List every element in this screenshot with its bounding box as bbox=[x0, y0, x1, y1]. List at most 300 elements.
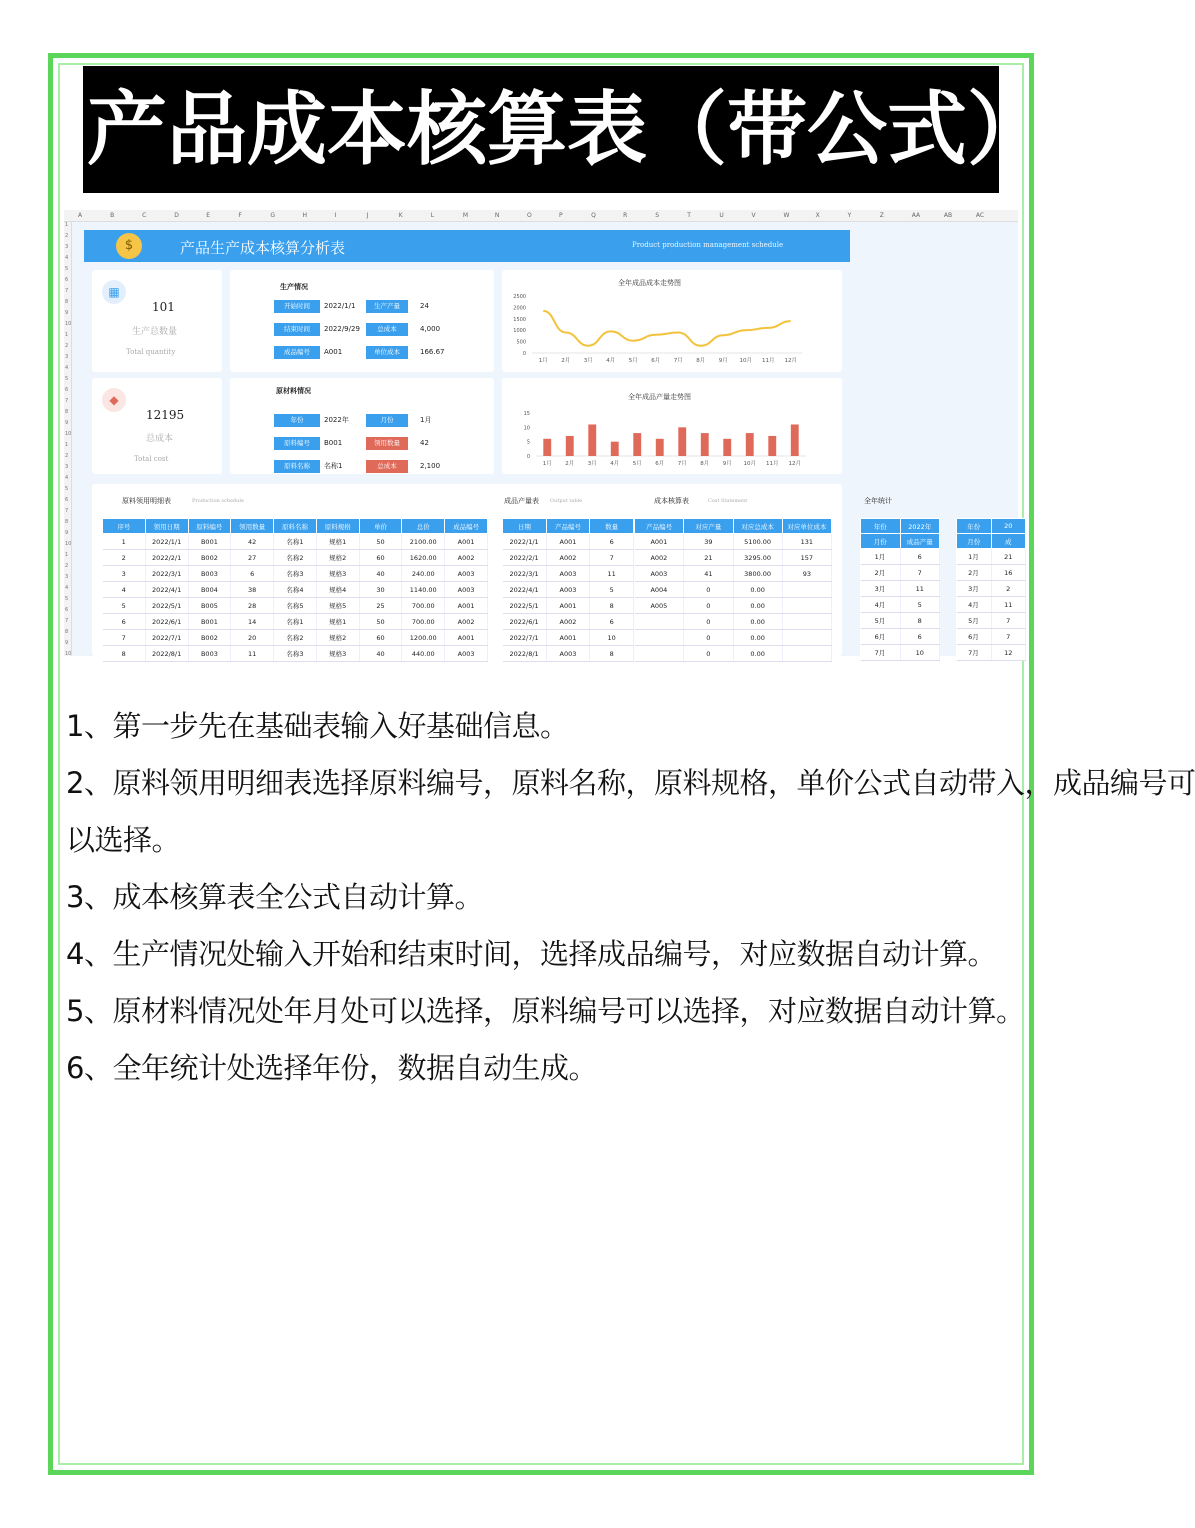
table-cell[interactable]: 7 bbox=[103, 630, 146, 646]
table3-title: 成本核算表 bbox=[654, 497, 689, 505]
column-letter: O bbox=[526, 212, 532, 219]
table-cell[interactable]: 规格3 bbox=[316, 566, 359, 582]
table-cell[interactable]: 2022/6/1 bbox=[145, 614, 188, 630]
bar bbox=[543, 439, 551, 456]
table-cell[interactable]: 4 bbox=[103, 582, 146, 598]
column-letter: P bbox=[559, 212, 563, 219]
table-cell[interactable]: A003 bbox=[546, 582, 590, 598]
x-tick-label: 4月 bbox=[610, 461, 620, 467]
row-number: 10 bbox=[65, 431, 72, 437]
table-cell[interactable]: 6 bbox=[900, 629, 940, 645]
x-tick-label: 11月 bbox=[766, 461, 779, 467]
table-cell[interactable]: 5月 bbox=[957, 613, 992, 629]
material-title: 原材料情况 bbox=[276, 387, 311, 395]
column-header: 序号 bbox=[103, 519, 146, 534]
table-cell[interactable]: 2 bbox=[991, 581, 1026, 597]
row-number: 10 bbox=[65, 541, 72, 547]
column-letter: Q bbox=[591, 212, 596, 219]
table-cell[interactable]: A001 bbox=[445, 630, 488, 646]
column-header: 月份 bbox=[957, 534, 992, 549]
table-cell[interactable]: 131 bbox=[782, 534, 831, 550]
table-cell[interactable] bbox=[782, 646, 831, 662]
table-cell[interactable]: 6月 bbox=[957, 629, 992, 645]
table3-title-en: Cost Statement bbox=[708, 498, 748, 504]
column-letter: D bbox=[174, 212, 179, 219]
table-cell[interactable]: 2022/8/1 bbox=[503, 646, 547, 662]
table-cell[interactable] bbox=[782, 582, 831, 598]
table-cell[interactable]: A003 bbox=[445, 582, 488, 598]
column-header: 领用日期 bbox=[145, 519, 188, 534]
table-cell[interactable]: 7 bbox=[900, 565, 940, 581]
info-label: 年份 bbox=[274, 414, 320, 427]
table-cell[interactable]: 3800.00 bbox=[733, 566, 782, 582]
cubes-icon: ◆ bbox=[102, 388, 126, 412]
table-cell[interactable]: 93 bbox=[782, 566, 831, 582]
column-letter: Y bbox=[847, 212, 852, 219]
table-cell[interactable]: 1月 bbox=[861, 549, 901, 565]
table-cell[interactable]: 名称4 bbox=[274, 582, 317, 598]
table-cell[interactable]: 4月 bbox=[957, 597, 992, 613]
column-header: 数量 bbox=[590, 519, 634, 534]
x-tick-label: 10月 bbox=[743, 461, 756, 467]
output-trend-chart bbox=[502, 378, 842, 474]
table-cell[interactable]: 0.00 bbox=[733, 582, 782, 598]
page-title: 产品成本核算表（带公式） bbox=[83, 66, 999, 193]
table-cell[interactable]: 规格3 bbox=[316, 646, 359, 662]
table-cell[interactable]: A002 bbox=[445, 614, 488, 630]
row-number: 5 bbox=[65, 596, 69, 602]
kpi-card-quantity bbox=[92, 270, 222, 372]
table-cell[interactable]: 2022/2/1 bbox=[145, 550, 188, 566]
table-cell[interactable] bbox=[635, 646, 684, 662]
table-cell[interactable]: 3 bbox=[103, 566, 146, 582]
table-cell[interactable]: 1200.00 bbox=[402, 630, 445, 646]
info-label: 总成本 bbox=[366, 460, 408, 473]
table-cell[interactable]: 0 bbox=[684, 614, 733, 630]
table-row bbox=[635, 614, 832, 630]
table-cell[interactable]: 规格2 bbox=[316, 630, 359, 646]
table-row bbox=[635, 566, 832, 582]
table-cell[interactable]: 名称1 bbox=[274, 614, 317, 630]
table-cell[interactable]: 2022/3/1 bbox=[145, 566, 188, 582]
table-cell[interactable]: 25 bbox=[359, 598, 402, 614]
table-cell[interactable]: 21 bbox=[684, 550, 733, 566]
table-cell[interactable]: 2022/2/1 bbox=[503, 550, 547, 566]
table-cell[interactable]: 2022/1/1 bbox=[145, 534, 188, 550]
sheet-subtitle: Product production management schedule bbox=[632, 241, 784, 249]
table-cell[interactable]: 0.00 bbox=[733, 630, 782, 646]
y-tick-label: 1500 bbox=[513, 316, 526, 323]
y-tick-label: 15 bbox=[523, 411, 530, 417]
spreadsheet-screenshot bbox=[64, 210, 1018, 656]
column-header: 2022年 bbox=[900, 519, 940, 534]
table-cell[interactable]: 40 bbox=[359, 566, 402, 582]
table-cell[interactable]: 6 bbox=[231, 566, 274, 582]
info-label: 单位成本 bbox=[366, 346, 408, 359]
kpi-quantity-value: 101 bbox=[152, 300, 175, 314]
series-line bbox=[543, 311, 791, 346]
table-row bbox=[635, 630, 832, 646]
table-cell[interactable]: 30 bbox=[359, 582, 402, 598]
table-cell[interactable]: 157 bbox=[782, 550, 831, 566]
table-cell[interactable]: 1 bbox=[103, 534, 146, 550]
table-cell[interactable]: 6 bbox=[590, 614, 634, 630]
table-cell[interactable] bbox=[635, 614, 684, 630]
kpi-quantity-label: 生产总数量 bbox=[132, 327, 178, 337]
row-number: 10 bbox=[65, 651, 72, 657]
column-header: 月份 bbox=[861, 534, 901, 549]
row-number: 6 bbox=[65, 277, 69, 283]
table-cell[interactable]: 2022/4/1 bbox=[145, 582, 188, 598]
table-cell[interactable]: 0.00 bbox=[733, 614, 782, 630]
table-cell[interactable]: A001 bbox=[546, 598, 590, 614]
column-header: 总价 bbox=[402, 519, 445, 534]
table-cell[interactable]: 440.00 bbox=[402, 646, 445, 662]
table-cell[interactable]: 2022/4/1 bbox=[503, 582, 547, 598]
kpi-cost-value: 12195 bbox=[146, 408, 185, 422]
table-cell[interactable]: 6 bbox=[103, 614, 146, 630]
table-row bbox=[503, 614, 634, 630]
kpi-cost-label-en: Total cost bbox=[134, 455, 169, 463]
table-cell[interactable]: 规格4 bbox=[316, 582, 359, 598]
table-row bbox=[861, 549, 940, 565]
table-cell[interactable]: 8 bbox=[103, 646, 146, 662]
column-header: 产品编号 bbox=[546, 519, 590, 534]
output-trend-chart-card bbox=[502, 378, 842, 474]
output-trend-chart-title: 全年成品产量走势图 bbox=[628, 393, 691, 401]
kpi-cost-label: 总成本 bbox=[146, 434, 174, 444]
row-number: 5 bbox=[65, 486, 69, 492]
table-cell[interactable]: 11 bbox=[900, 581, 940, 597]
table-cell[interactable]: A003 bbox=[445, 646, 488, 662]
table-cell[interactable]: 1140.00 bbox=[402, 582, 445, 598]
annual-stats-table bbox=[860, 518, 940, 661]
table-cell[interactable]: B002 bbox=[188, 550, 231, 566]
bar bbox=[791, 424, 799, 456]
table-cell[interactable]: B002 bbox=[188, 630, 231, 646]
table-cell[interactable]: 11 bbox=[590, 566, 634, 582]
y-tick-label: 1000 bbox=[513, 328, 526, 335]
table-cell[interactable]: A005 bbox=[635, 598, 684, 614]
column-header: 原料规格 bbox=[316, 519, 359, 534]
x-tick-label: 12月 bbox=[784, 358, 797, 364]
column-header: 对应总成本 bbox=[733, 519, 782, 534]
table-cell[interactable]: A001 bbox=[635, 534, 684, 550]
table-cell[interactable]: 38 bbox=[231, 582, 274, 598]
column-header: 年份 bbox=[861, 519, 901, 534]
table-cell[interactable]: A002 bbox=[635, 550, 684, 566]
table-cell[interactable]: 700.00 bbox=[402, 598, 445, 614]
table-row bbox=[103, 534, 488, 550]
table-cell[interactable]: 规格2 bbox=[316, 550, 359, 566]
table-cell[interactable]: 7月 bbox=[957, 645, 992, 661]
table-row bbox=[861, 645, 940, 661]
row-number: 6 bbox=[65, 497, 69, 503]
bar bbox=[588, 424, 596, 456]
column-header: 成 bbox=[991, 534, 1026, 549]
table-cell[interactable]: 5 bbox=[103, 598, 146, 614]
table-cell[interactable]: 8 bbox=[590, 646, 634, 662]
instruction-line: 4、生产情况处输入开始和结束时间，选择成品编号，对应数据自动计算。 bbox=[66, 937, 996, 971]
table-cell[interactable]: 2022/1/1 bbox=[503, 534, 547, 550]
table-row bbox=[503, 630, 634, 646]
table-cell[interactable]: 5100.00 bbox=[733, 534, 782, 550]
table-cell[interactable]: 50 bbox=[359, 614, 402, 630]
table-cell[interactable]: A003 bbox=[546, 646, 590, 662]
info-value: 1月 bbox=[420, 416, 432, 424]
table-cell[interactable]: 21 bbox=[991, 549, 1026, 565]
row-number: 2 bbox=[65, 343, 69, 349]
table-row bbox=[635, 582, 832, 598]
table-cell[interactable]: 2022/3/1 bbox=[503, 566, 547, 582]
instruction-line: 2、原料领用明细表选择原料编号，原料名称，原料规格，单价公式自动带入，成品编号可 bbox=[66, 766, 1195, 800]
table-cell[interactable]: 3月 bbox=[957, 581, 992, 597]
column-letter: T bbox=[687, 212, 691, 219]
column-letter: L bbox=[430, 212, 435, 219]
table-row bbox=[103, 630, 488, 646]
row-number: 4 bbox=[65, 475, 69, 481]
column-header: 原料名称 bbox=[274, 519, 317, 534]
table-cell[interactable]: 2022/5/1 bbox=[503, 598, 547, 614]
table-row bbox=[503, 598, 634, 614]
table-cell[interactable]: 6月 bbox=[861, 629, 901, 645]
x-tick-label: 11月 bbox=[762, 358, 775, 364]
table-cell[interactable]: 2月 bbox=[861, 565, 901, 581]
bar bbox=[768, 436, 776, 456]
table-header-row bbox=[861, 519, 940, 534]
y-tick-label: 10 bbox=[523, 425, 530, 432]
info-value: 4,000 bbox=[420, 325, 441, 333]
row-number: 1 bbox=[65, 442, 69, 448]
table-cell[interactable]: 5月 bbox=[861, 613, 901, 629]
bar bbox=[633, 433, 641, 456]
table-row bbox=[103, 582, 488, 598]
column-letter: W bbox=[783, 212, 790, 219]
table-cell[interactable]: 名称2 bbox=[274, 630, 317, 646]
table-row bbox=[957, 597, 1026, 613]
table1-title-en: Production schedule bbox=[192, 498, 244, 504]
table-cell[interactable]: 2022/6/1 bbox=[503, 614, 547, 630]
instruction-line: 5、原材料情况处年月处可以选择，原料编号可以选择，对应数据自动计算。 bbox=[66, 994, 1025, 1028]
column-letter: AA bbox=[911, 212, 921, 219]
bar bbox=[678, 427, 686, 456]
column-letter: A bbox=[78, 212, 83, 219]
x-tick-label: 3月 bbox=[583, 358, 593, 364]
table-cell[interactable]: A002 bbox=[546, 614, 590, 630]
table-row bbox=[503, 582, 634, 598]
table-cell[interactable]: 28 bbox=[231, 598, 274, 614]
row-number: 6 bbox=[65, 607, 69, 613]
table-cell[interactable]: 12 bbox=[991, 645, 1026, 661]
cost-trend-chart-title: 全年成品成本走势图 bbox=[618, 279, 681, 287]
instructions-list bbox=[66, 698, 1195, 1097]
column-letter: N bbox=[494, 212, 500, 219]
table-cell[interactable]: 名称3 bbox=[274, 566, 317, 582]
table-cell[interactable]: A003 bbox=[635, 566, 684, 582]
table-cell[interactable]: A001 bbox=[546, 630, 590, 646]
table-cell[interactable]: 0.00 bbox=[733, 598, 782, 614]
column-letter: X bbox=[815, 212, 820, 219]
table-cell[interactable]: 名称2 bbox=[274, 550, 317, 566]
table-cell[interactable]: 8 bbox=[590, 598, 634, 614]
table-cell[interactable]: 2022/7/1 bbox=[503, 630, 547, 646]
table-cell[interactable]: 4月 bbox=[861, 597, 901, 613]
x-tick-label: 2月 bbox=[561, 358, 571, 364]
table-cell[interactable]: 7 bbox=[590, 550, 634, 566]
y-tick-label: 5 bbox=[526, 439, 530, 446]
column-letter: E bbox=[206, 212, 211, 219]
table-cell[interactable] bbox=[635, 630, 684, 646]
table-cell[interactable]: 6 bbox=[900, 549, 940, 565]
table-cell[interactable]: 240.00 bbox=[402, 566, 445, 582]
table-cell[interactable]: 名称3 bbox=[274, 646, 317, 662]
table-cell[interactable]: 20 bbox=[231, 630, 274, 646]
table-cell[interactable]: 2月 bbox=[957, 565, 992, 581]
table-cell[interactable]: 0.00 bbox=[733, 646, 782, 662]
bar bbox=[611, 442, 619, 456]
x-tick-label: 3月 bbox=[587, 461, 597, 467]
table-cell[interactable]: 2022/7/1 bbox=[145, 630, 188, 646]
table-cell[interactable]: 60 bbox=[359, 550, 402, 566]
table-cell[interactable]: A001 bbox=[445, 598, 488, 614]
column-header-row bbox=[64, 210, 1018, 222]
column-header: 日期 bbox=[503, 519, 547, 534]
table-cell[interactable]: 11 bbox=[991, 597, 1026, 613]
table-cell[interactable]: A001 bbox=[546, 534, 590, 550]
x-tick-label: 7月 bbox=[673, 358, 683, 364]
table-cell[interactable]: 0 bbox=[684, 646, 733, 662]
table-cell[interactable]: 39 bbox=[684, 534, 733, 550]
table-cell[interactable]: 3295.00 bbox=[733, 550, 782, 566]
column-letter: G bbox=[270, 212, 276, 219]
info-value: 名称1 bbox=[324, 462, 343, 470]
table-row bbox=[957, 629, 1026, 645]
table-cell[interactable]: 0 bbox=[684, 598, 733, 614]
table-cell[interactable]: 0 bbox=[684, 582, 733, 598]
table-cell[interactable]: 0 bbox=[684, 630, 733, 646]
column-letter: S bbox=[655, 212, 660, 219]
table-cell[interactable]: 14 bbox=[231, 614, 274, 630]
table-cell[interactable]: 42 bbox=[231, 534, 274, 550]
table-cell[interactable]: 7 bbox=[991, 613, 1026, 629]
table-cell[interactable]: A002 bbox=[445, 550, 488, 566]
table-cell[interactable]: 10 bbox=[590, 630, 634, 646]
table-cell[interactable]: 名称5 bbox=[274, 598, 317, 614]
table-cell[interactable]: B001 bbox=[188, 614, 231, 630]
info-value: 2,100 bbox=[420, 462, 441, 470]
column-header: 对应产量 bbox=[684, 519, 733, 534]
column-header: 成品编号 bbox=[445, 519, 488, 534]
table-cell[interactable]: A002 bbox=[546, 550, 590, 566]
y-tick-label: 2500 bbox=[513, 294, 526, 300]
table-cell[interactable] bbox=[782, 614, 831, 630]
table-cell[interactable]: A004 bbox=[635, 582, 684, 598]
info-value: A001 bbox=[324, 348, 343, 356]
table-row bbox=[861, 629, 940, 645]
row-number: 10 bbox=[65, 321, 72, 327]
table-cell[interactable]: 700.00 bbox=[402, 614, 445, 630]
table-cell[interactable]: 名称1 bbox=[274, 534, 317, 550]
table-cell[interactable]: 60 bbox=[359, 630, 402, 646]
table-cell[interactable]: 50 bbox=[359, 534, 402, 550]
column-letter: H bbox=[302, 212, 307, 219]
row-number: 8 bbox=[65, 629, 69, 635]
y-tick-label: 0 bbox=[522, 351, 526, 357]
table-row bbox=[103, 646, 488, 662]
table-cell[interactable] bbox=[782, 598, 831, 614]
row-number: 1 bbox=[65, 222, 69, 228]
table-row bbox=[861, 613, 940, 629]
column-letter: F bbox=[238, 212, 242, 219]
table-cell[interactable]: 41 bbox=[684, 566, 733, 582]
table-cell[interactable]: B003 bbox=[188, 646, 231, 662]
column-letter: K bbox=[398, 212, 403, 219]
table-row bbox=[503, 550, 634, 566]
table-cell[interactable]: B004 bbox=[188, 582, 231, 598]
x-tick-label: 10月 bbox=[739, 358, 752, 364]
table-cell[interactable]: 7 bbox=[991, 629, 1026, 645]
table-cell[interactable]: 6 bbox=[590, 534, 634, 550]
table-cell[interactable]: 规格1 bbox=[316, 534, 359, 550]
table-cell[interactable]: 1月 bbox=[957, 549, 992, 565]
instruction-line: 以选择。 bbox=[66, 823, 181, 857]
table-cell[interactable]: A003 bbox=[445, 566, 488, 582]
table-cell[interactable]: B005 bbox=[188, 598, 231, 614]
y-tick-label: 500 bbox=[516, 339, 526, 346]
info-value: B001 bbox=[324, 439, 343, 447]
table-cell[interactable]: 2100.00 bbox=[402, 534, 445, 550]
table-cell[interactable]: 40 bbox=[359, 646, 402, 662]
x-tick-label: 1月 bbox=[538, 358, 548, 364]
x-tick-label: 1月 bbox=[542, 461, 552, 467]
table-cell[interactable]: 10 bbox=[900, 645, 940, 661]
table-cell[interactable]: 16 bbox=[991, 565, 1026, 581]
table-row bbox=[503, 566, 634, 582]
row-number: 9 bbox=[65, 310, 69, 316]
table-cell[interactable]: A003 bbox=[546, 566, 590, 582]
x-tick-label: 6月 bbox=[651, 358, 661, 364]
table-cell[interactable]: 规格1 bbox=[316, 614, 359, 630]
table-cell[interactable]: 3月 bbox=[861, 581, 901, 597]
table1-title: 原料领用明细表 bbox=[122, 497, 171, 505]
table-cell[interactable] bbox=[782, 630, 831, 646]
table-cell[interactable]: 8 bbox=[900, 613, 940, 629]
table-cell[interactable]: B003 bbox=[188, 566, 231, 582]
table-cell[interactable]: 规格5 bbox=[316, 598, 359, 614]
table-cell[interactable]: 5 bbox=[900, 597, 940, 613]
table-cell[interactable]: 2022/5/1 bbox=[145, 598, 188, 614]
table-cell[interactable]: 1620.00 bbox=[402, 550, 445, 566]
table-cell[interactable]: 2022/8/1 bbox=[145, 646, 188, 662]
x-tick-label: 5月 bbox=[628, 358, 638, 364]
column-letter: C bbox=[142, 212, 147, 219]
table-cell[interactable]: 7月 bbox=[861, 645, 901, 661]
row-number: 3 bbox=[65, 464, 69, 470]
table-cell[interactable]: 5 bbox=[590, 582, 634, 598]
table-cell[interactable]: 11 bbox=[231, 646, 274, 662]
column-header: 对应单位成本 bbox=[782, 519, 831, 534]
column-letter: Z bbox=[879, 212, 884, 219]
row-number: 7 bbox=[65, 398, 69, 404]
table-cell[interactable]: 2 bbox=[103, 550, 146, 566]
table-cell[interactable]: A001 bbox=[445, 534, 488, 550]
x-tick-label: 9月 bbox=[718, 358, 728, 364]
table-cell[interactable]: 27 bbox=[231, 550, 274, 566]
table-row bbox=[957, 549, 1026, 565]
table-cell[interactable]: B001 bbox=[188, 534, 231, 550]
info-value: 24 bbox=[420, 302, 429, 310]
row-number: 9 bbox=[65, 640, 69, 646]
